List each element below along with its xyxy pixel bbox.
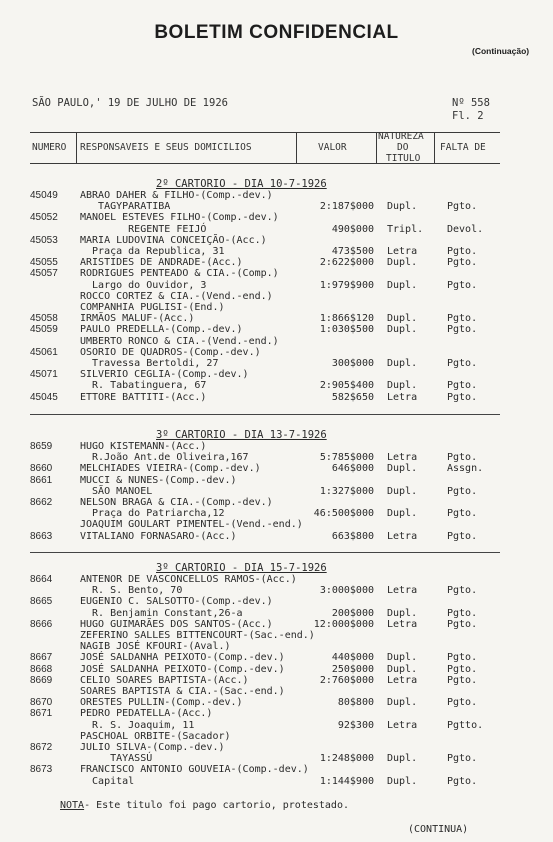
row-natureza: Dupl. bbox=[387, 380, 418, 392]
folio: Fl. 2 bbox=[452, 110, 484, 122]
row-natureza: Dupl. bbox=[387, 775, 418, 787]
row-name: Travessa Bertoldi, 27 bbox=[80, 358, 219, 369]
row-falta: Pgtto. bbox=[447, 719, 484, 731]
row-number: 45059 bbox=[30, 324, 58, 336]
header-divider bbox=[434, 132, 435, 163]
row-number: 45057 bbox=[30, 268, 58, 280]
row-valor: 5:785$000 bbox=[319, 452, 374, 464]
row-valor: 12:000$000 bbox=[313, 618, 374, 630]
row-natureza: Dupl. bbox=[387, 508, 418, 520]
row-number: 8667 bbox=[30, 652, 53, 664]
row-name: Capital bbox=[80, 775, 135, 787]
row-name: PAULO PREDELLA-(Comp.-dev.) bbox=[80, 324, 243, 336]
header-bottom-rule bbox=[30, 163, 500, 164]
row-valor: 200$000 bbox=[331, 607, 374, 619]
row-falta: Pgto. bbox=[447, 201, 478, 213]
section-title: 3º CARTORIO - DIA 15-7-1926 bbox=[156, 562, 327, 574]
row-falta: Pgto. bbox=[447, 452, 478, 464]
row-number: 8670 bbox=[30, 697, 53, 709]
row-natureza: Letra bbox=[387, 391, 418, 403]
row-name: CELIO SOARES BAPTISTA-(Acc.) bbox=[80, 674, 249, 686]
row-falta: Pgto. bbox=[447, 753, 478, 765]
row-number: 8669 bbox=[30, 674, 53, 686]
col-natureza-2: DO bbox=[397, 142, 409, 153]
row-name: SOARES BAPTISTA & CIA.-(Sac.-end.) bbox=[80, 686, 285, 697]
continuation-label: (Continuação) bbox=[472, 46, 530, 56]
row-natureza: Dupl. bbox=[387, 463, 418, 475]
row-natureza: Letra bbox=[387, 719, 418, 731]
row-natureza: Dupl. bbox=[387, 652, 418, 664]
row-valor: 46:500$000 bbox=[313, 508, 374, 520]
place-date: SÃO PAULO,' 19 DE JULHO DE 1926 bbox=[32, 97, 228, 109]
row-name: MUCCI & NUNES-(Comp.-dev.) bbox=[80, 474, 237, 486]
row-natureza: Letra bbox=[387, 674, 418, 686]
row-number: 8660 bbox=[30, 463, 53, 475]
row-falta: Pgto. bbox=[447, 618, 478, 630]
row-natureza: Dupl. bbox=[387, 485, 418, 497]
row-name: ORESTES PULLIN-(Comp.-dev.) bbox=[80, 697, 243, 709]
row-falta: Pgto. bbox=[447, 652, 478, 664]
page-title: BOLETIM CONFIDENCIAL bbox=[154, 22, 399, 43]
row-name: JOAQUIM GOULART PIMENTEL-(Vend.-end.) bbox=[80, 519, 303, 531]
row-natureza: Dupl. bbox=[387, 279, 418, 291]
note-text: - Este titulo foi pago cartorio, protestado. bbox=[84, 800, 349, 811]
row-natureza: Letra bbox=[387, 585, 418, 597]
row-valor: 1:866$120 bbox=[319, 313, 374, 325]
row-number: 8671 bbox=[30, 708, 53, 720]
row-falta: Pgto. bbox=[447, 257, 478, 269]
row-valor: 300$000 bbox=[331, 358, 374, 369]
row-name: ABRAO DAHER & FILHO-(Comp.-dev.) bbox=[80, 190, 273, 201]
row-name: TAYASSÚ bbox=[80, 753, 153, 765]
row-falta: Pgto. bbox=[447, 775, 478, 787]
row-falta: Pgto. bbox=[447, 674, 478, 686]
row-valor: 1:327$000 bbox=[319, 485, 374, 497]
row-natureza: Letra bbox=[387, 246, 418, 257]
row-name: PEDRO PEDATELLA-(Acc.) bbox=[80, 708, 213, 720]
row-valor: 440$000 bbox=[331, 652, 374, 664]
row-name: Largo do Ouvidor, 3 bbox=[80, 279, 207, 291]
row-name: SÃO MANOEL bbox=[80, 485, 153, 497]
row-number: 8665 bbox=[30, 596, 53, 608]
row-falta: Pgto. bbox=[447, 607, 478, 619]
row-valor: 250$000 bbox=[331, 663, 374, 675]
row-valor: 3:000$000 bbox=[319, 585, 374, 597]
row-name: Praça da Republica, 31 bbox=[80, 246, 225, 257]
row-valor: 1:144$900 bbox=[319, 775, 374, 787]
row-name: PASCHOAL ORBITE-(Sacador) bbox=[80, 730, 231, 742]
row-natureza: Dupl. bbox=[387, 663, 418, 675]
row-name: ROCCO CORTEZ & CIA.-(Vend.-end.) bbox=[80, 290, 273, 302]
row-name: ETTORE BATTITI-(Acc.) bbox=[80, 391, 207, 403]
row-number: 8666 bbox=[30, 618, 53, 630]
row-natureza: Dupl. bbox=[387, 607, 418, 619]
row-number: 8661 bbox=[30, 474, 53, 486]
row-falta: Pgto. bbox=[447, 485, 478, 497]
row-number: 8668 bbox=[30, 663, 53, 675]
row-valor: 80$800 bbox=[337, 697, 374, 709]
row-valor: 1:979$900 bbox=[319, 279, 374, 291]
header-top-rule bbox=[30, 132, 500, 133]
row-natureza: Letra bbox=[387, 452, 418, 464]
row-name: MANOEL ESTEVES FILHO-(Comp.-dev.) bbox=[80, 212, 279, 224]
row-falta: Pgto. bbox=[447, 585, 478, 597]
row-number: 8663 bbox=[30, 530, 53, 542]
header-divider bbox=[296, 132, 297, 163]
row-name: Praça do Patriarcha,12 bbox=[80, 508, 225, 520]
row-valor: 490$000 bbox=[331, 223, 374, 235]
section-rule bbox=[30, 552, 500, 553]
row-name: JOSÉ SALDANHA PEIXOTO-(Comp.-dev.) bbox=[80, 652, 285, 664]
row-valor: 473$500 bbox=[331, 246, 374, 257]
col-natureza-3: TITULO bbox=[386, 153, 421, 164]
section-rule bbox=[30, 414, 500, 415]
row-natureza: Dupl. bbox=[387, 753, 418, 765]
row-natureza: Letra bbox=[387, 530, 418, 542]
row-number: 8672 bbox=[30, 742, 53, 753]
row-valor: 1:030$500 bbox=[319, 324, 374, 336]
row-number: 45053 bbox=[30, 234, 58, 246]
row-falta: Pgto. bbox=[447, 391, 478, 403]
row-falta: Pgto. bbox=[447, 697, 478, 709]
section-title: 2º CARTORIO - DIA 10-7-1926 bbox=[156, 178, 327, 190]
row-falta: Pgto. bbox=[447, 663, 478, 675]
note-label: NOTA bbox=[60, 800, 85, 811]
col-falta: FALTA DE bbox=[440, 142, 486, 153]
row-name: R. S. Bento, 70 bbox=[80, 585, 183, 597]
row-natureza: Dupl. bbox=[387, 201, 418, 213]
row-name: COMPANHIA PUGLISI-(End.) bbox=[80, 302, 225, 313]
row-valor: 646$000 bbox=[331, 463, 374, 475]
header-divider bbox=[76, 132, 77, 163]
row-natureza: Dupl. bbox=[387, 324, 418, 336]
row-name: JOSÉ SALDANHA PEIXOTO-(Comp.-dev.) bbox=[80, 663, 285, 675]
row-name: MELCHIADES VIEIRA-(Comp.-dev.) bbox=[80, 463, 261, 475]
row-name: RODRIGUES PENTEADO & CIA.-(Comp.) bbox=[80, 268, 279, 280]
row-natureza: Dupl. bbox=[387, 313, 418, 325]
row-name: VITALIANO FORNASARO-(Acc.) bbox=[80, 530, 237, 542]
row-name: MARIA LUDOVINA CONCEIÇÃO-(Acc.) bbox=[80, 234, 267, 246]
col-numero: NUMERO bbox=[32, 142, 67, 153]
row-natureza: Dupl. bbox=[387, 257, 418, 269]
row-name: R.João Ant.de Oliveira,167 bbox=[80, 452, 249, 464]
row-name: EUGENIO C. SALSOTTO-(Comp.-dev.) bbox=[80, 596, 273, 608]
row-falta: Pgto. bbox=[447, 313, 478, 325]
row-falta: Pgto. bbox=[447, 324, 478, 336]
section-title: 3º CARTORIO - DIA 13-7-1926 bbox=[156, 429, 327, 441]
row-number: 45055 bbox=[30, 257, 58, 269]
row-natureza: Tripl. bbox=[387, 223, 424, 235]
row-natureza: Letra bbox=[387, 618, 418, 630]
note bbox=[60, 800, 349, 811]
row-valor: 582$650 bbox=[331, 391, 374, 403]
row-name: R. Benjamin Constant,26-a bbox=[80, 607, 243, 619]
row-natureza: Dupl. bbox=[387, 358, 418, 369]
row-falta: Pgto. bbox=[447, 358, 478, 369]
row-name: IRMÃOS MALUF-(Acc.) bbox=[80, 313, 195, 325]
row-name: SILVERIO CEGLIA-(Comp.-dev.) bbox=[80, 369, 249, 381]
row-valor: 2:760$000 bbox=[319, 674, 374, 686]
row-number: 45061 bbox=[30, 346, 58, 358]
row-name: R. S. Joaquim, 11 bbox=[80, 719, 195, 731]
row-valor: 2:905$400 bbox=[319, 380, 374, 392]
row-number: 45058 bbox=[30, 313, 58, 325]
header-divider bbox=[376, 132, 377, 163]
row-number: 8673 bbox=[30, 764, 53, 776]
row-number: 8662 bbox=[30, 497, 53, 508]
col-valor: VALOR bbox=[318, 142, 347, 153]
row-name: OSORIO DE QUADROS-(Comp.-dev.) bbox=[80, 346, 261, 358]
row-name: UMBERTO RONCO & CIA.-(Vend.-end.) bbox=[80, 335, 279, 347]
row-name: R. Tabatinguera, 67 bbox=[80, 380, 207, 392]
row-valor: 663$800 bbox=[331, 530, 374, 542]
row-falta: Pgto. bbox=[447, 380, 478, 392]
row-falta: Pgto. bbox=[447, 508, 478, 520]
row-number: 45071 bbox=[30, 369, 58, 381]
row-falta: Assgn. bbox=[447, 463, 484, 475]
row-name: TAGYPARATIBA bbox=[80, 201, 171, 213]
row-number: 8664 bbox=[30, 574, 53, 585]
row-number: 45049 bbox=[30, 190, 58, 201]
row-number: 45052 bbox=[30, 212, 58, 224]
row-name: NELSON BRAGA & CIA.-(Comp.-dev.) bbox=[80, 497, 273, 508]
row-valor: 1:248$000 bbox=[319, 753, 374, 765]
row-number: 8659 bbox=[30, 441, 53, 452]
row-falta: Pgto. bbox=[447, 530, 478, 542]
col-natureza-1: NATUREZA bbox=[378, 131, 424, 142]
row-falta: Devol. bbox=[447, 223, 484, 235]
row-name: HUGO GUIMARÃES DOS SANTOS-(Acc.) bbox=[80, 618, 273, 630]
row-name: REGENTE FEIJÓ bbox=[80, 223, 207, 235]
col-responsaveis: RESPONSAVEIS E SEUS DOMICILIOS bbox=[80, 142, 252, 153]
row-name: ZEFERINO SALLES BITTENCOURT-(Sac.-end.) bbox=[80, 630, 315, 641]
row-natureza: Dupl. bbox=[387, 697, 418, 709]
row-name: ANTENOR DE VASCONCELLOS RAMOS-(Acc.) bbox=[80, 574, 297, 585]
continua-label: (CONTINUA) bbox=[408, 824, 469, 835]
row-number: 45045 bbox=[30, 391, 58, 403]
row-name: NAGIB JOSÉ KFOURI-(Aval.) bbox=[80, 641, 231, 653]
row-name: JULIO SILVA-(Comp.-dev.) bbox=[80, 742, 225, 753]
row-name: FRANCISCO ANTONIO GOUVEIA-(Comp.-dev.) bbox=[80, 764, 309, 776]
row-name: ARISTIDES DE ANDRADE-(Acc.) bbox=[80, 257, 243, 269]
row-valor: 2:622$000 bbox=[319, 257, 374, 269]
row-name: HUGO KISTEMANN-(Acc.) bbox=[80, 441, 207, 452]
bulletin-number: Nº 558 bbox=[452, 97, 490, 109]
row-valor: 92$300 bbox=[337, 719, 374, 731]
row-falta: Pgto. bbox=[447, 279, 478, 291]
row-falta: Pgto. bbox=[447, 246, 478, 257]
row-valor: 2:187$000 bbox=[319, 201, 374, 213]
